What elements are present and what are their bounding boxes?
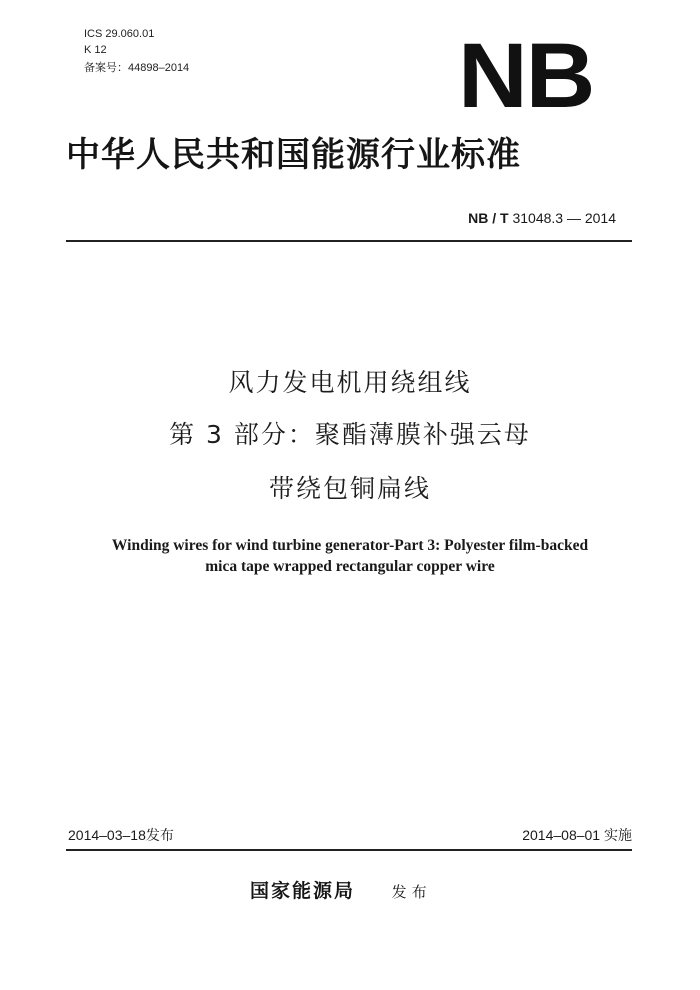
bottom-divider xyxy=(66,849,632,851)
english-title-line-2: mica tape wrapped rectangular copper wire xyxy=(205,558,495,575)
issue-date: 2014–03–18发布 xyxy=(68,827,174,843)
filing-number: 备案号：44898–2014 xyxy=(84,62,190,74)
standard-prefix: NB / T xyxy=(468,210,509,226)
standard-number: 31048.3 — 2014 xyxy=(512,210,616,226)
english-title-line-1: Winding wires for wind turbine generator-Part 3: Polyester film-backed xyxy=(111,537,589,554)
chinese-title-line-3: 带绕包铜扁线 xyxy=(268,474,431,503)
standard-code xyxy=(468,209,616,227)
classification-code: K 12 xyxy=(84,44,107,56)
publisher-line xyxy=(250,879,432,904)
ics-code: ICS 29.060.01 xyxy=(84,28,155,40)
chinese-title-line-1: 风力发电机用绕组线 xyxy=(228,368,472,397)
nb-logo: NB xyxy=(458,25,594,127)
organization-title: 中华人民共和国能源行业标准 xyxy=(66,135,521,175)
chinese-title-line-2: 第 3 部分：聚酯薄膜补强云母 xyxy=(169,420,531,449)
publish-action: 发布 xyxy=(391,883,432,901)
publisher-name: 国家能源局 xyxy=(250,880,356,902)
implementation-date: 2014–08–01 实施 xyxy=(522,827,632,843)
top-divider xyxy=(66,240,632,242)
